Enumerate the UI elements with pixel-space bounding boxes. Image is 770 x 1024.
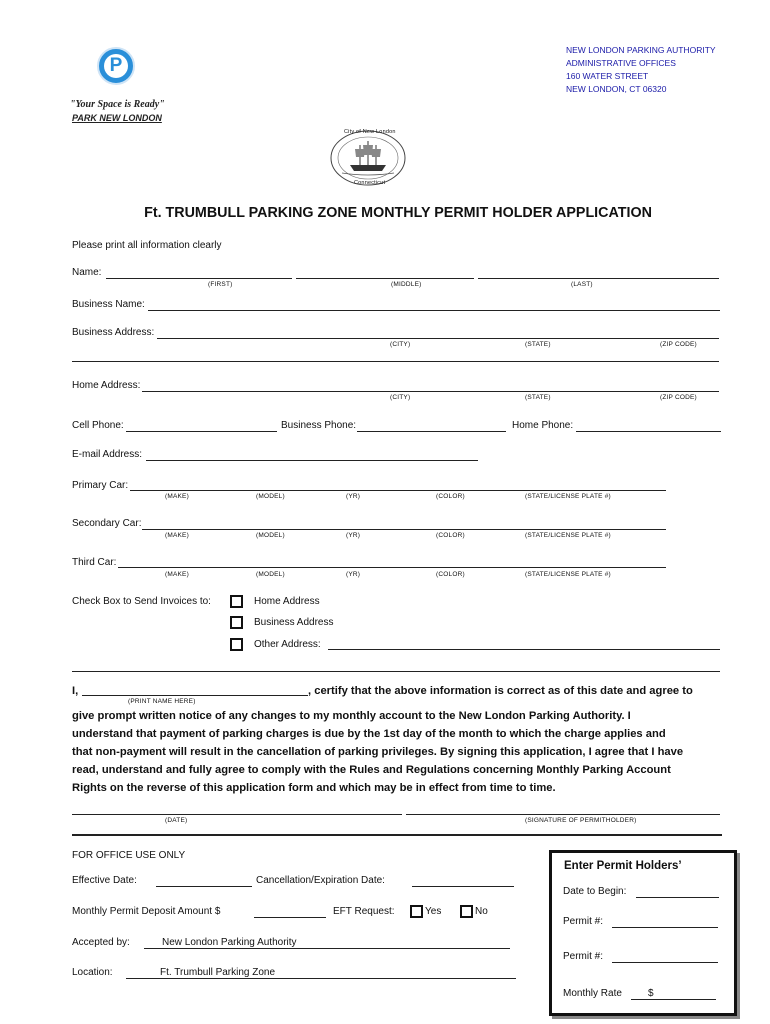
location-label: Location: [72, 967, 113, 978]
cancellation-date-field[interactable] [412, 886, 514, 887]
logo-letter: P [104, 54, 128, 78]
state-caption: (STATE) [525, 341, 551, 348]
email-field[interactable] [146, 460, 478, 461]
name-label: Name: [72, 267, 102, 278]
address-line: 160 WATER STREET [566, 71, 649, 81]
instruction-text: Please print all information clearly [72, 240, 222, 251]
permit-box-title: Enter Permit Holders’ [564, 860, 682, 872]
zip-caption: (ZIP CODE) [660, 394, 697, 401]
permit2-field[interactable] [612, 962, 718, 963]
monthly-rate-label: Monthly Rate [563, 988, 622, 999]
permit1-field[interactable] [612, 927, 718, 928]
effective-date-field[interactable] [156, 886, 252, 887]
address-line: ADMINISTRATIVE OFFICES [566, 58, 676, 68]
address-line: NEW LONDON PARKING AUTHORITY [566, 45, 716, 55]
home-address-label: Home Address: [72, 380, 141, 391]
certify-paragraph [72, 707, 732, 797]
city-caption: (CITY) [390, 394, 411, 401]
print-name-caption: (PRINT NAME HERE) [128, 698, 196, 705]
email-label: E-mail Address: [72, 449, 143, 460]
certify-first-line: , certify that the above information is correct as of this date and agree to [308, 685, 693, 697]
cell-phone-label: Cell Phone: [72, 420, 124, 431]
eft-yes-checkbox[interactable] [410, 905, 423, 918]
first-caption: (FIRST) [208, 281, 233, 288]
primary-car-label: Primary Car: [72, 480, 129, 491]
eft-label: EFT Request: [333, 906, 395, 917]
page-title: Ft. TRUMBULL PARKING ZONE MONTHLY PERMIT HOLDER APPLICATION [144, 205, 652, 221]
name-first-field[interactable] [106, 278, 292, 279]
city-seal [328, 127, 408, 189]
business-name-label: Business Name: [72, 299, 145, 310]
deposit-label: Monthly Permit Deposit Amount $ [72, 906, 221, 917]
secondary-car-label: Secondary Car: [72, 518, 142, 529]
home-address-option: Home Address [254, 596, 320, 607]
permit-holders-box [549, 850, 737, 1016]
authority-address [566, 44, 716, 96]
monthly-rate-field[interactable] [631, 999, 716, 1000]
date-field[interactable] [72, 814, 402, 815]
model-caption: (MODEL) [256, 532, 285, 539]
other-address-option: Other Address: [254, 639, 321, 650]
primary-car-field[interactable] [130, 490, 666, 491]
location-value: Ft. Trumbull Parking Zone [160, 967, 276, 978]
city-caption: (CITY) [390, 341, 411, 348]
last-caption: (LAST) [571, 281, 593, 288]
model-caption: (MODEL) [256, 571, 285, 578]
brand-name: PARK NEW LONDON [72, 113, 162, 123]
print-name-field[interactable] [82, 695, 308, 696]
business-address-field[interactable] [157, 338, 719, 339]
other-address-checkbox[interactable] [230, 638, 243, 651]
signature-caption: (SIGNATURE OF PERMITHOLDER) [525, 817, 637, 824]
make-caption: (MAKE) [165, 493, 189, 500]
signature-field[interactable] [406, 814, 720, 815]
section-divider [72, 834, 722, 836]
office-heading: FOR OFFICE USE ONLY [72, 850, 186, 861]
deposit-field[interactable] [254, 917, 326, 918]
certify-line: Rights on the reverse of this application form and which may be in effect from time to time. [72, 782, 556, 794]
certify-line: read, understand and fully agree to comply with the Rules and Regulations concerning Monthly Parking Account [72, 764, 671, 776]
certify-line: understand that payment of parking charges is due by the 1st day of the month to which the charge applies and [72, 728, 666, 740]
parking-logo-icon [97, 47, 135, 85]
make-caption: (MAKE) [165, 571, 189, 578]
business-phone-field[interactable] [357, 431, 506, 432]
plate-caption: (STATE/LICENSE PLATE #) [525, 532, 611, 539]
permit2-label: Permit #: [563, 951, 604, 962]
permit1-label: Permit #: [563, 916, 604, 927]
third-car-label: Third Car: [72, 557, 117, 568]
name-last-field[interactable] [478, 278, 719, 279]
eft-yes-label: Yes [425, 906, 442, 917]
color-caption: (COLOR) [436, 532, 465, 539]
cancellation-date-label: Cancellation/Expiration Date: [256, 875, 385, 886]
home-address-checkbox[interactable] [230, 595, 243, 608]
accepted-by-field[interactable] [144, 948, 510, 949]
home-phone-label: Home Phone: [512, 420, 574, 431]
slogan: "Your Space is Ready" [70, 99, 165, 110]
date-caption: (DATE) [165, 817, 188, 824]
other-address-field[interactable] [328, 649, 720, 650]
certify-line: that non-payment will result in the cancellation of parking privileges. By signing this application, I agree that I have [72, 746, 684, 758]
certify-line: give prompt written notice of any changes to my monthly account to the New London Parking Authority. I [72, 710, 631, 722]
third-car-field[interactable] [118, 567, 666, 568]
business-address-label: Business Address: [72, 327, 155, 338]
yr-caption: (YR) [346, 571, 361, 578]
dollar-sign: $ [648, 988, 654, 999]
color-caption: (COLOR) [436, 493, 465, 500]
accepted-by-label: Accepted by: [72, 937, 130, 948]
yr-caption: (YR) [346, 493, 361, 500]
certify-prefix: I, [72, 685, 79, 697]
address-line: NEW LONDON, CT 06320 [566, 84, 667, 94]
secondary-car-field[interactable] [142, 529, 666, 530]
name-middle-field[interactable] [296, 278, 474, 279]
other-address-line2-field[interactable] [72, 671, 720, 672]
business-address-line2-field[interactable] [72, 361, 719, 362]
plate-caption: (STATE/LICENSE PLATE #) [525, 493, 611, 500]
plate-caption: (STATE/LICENSE PLATE #) [525, 571, 611, 578]
home-address-field[interactable] [142, 391, 719, 392]
model-caption: (MODEL) [256, 493, 285, 500]
invoice-label: Check Box to Send Invoices to: [72, 596, 211, 607]
home-phone-field[interactable] [576, 431, 721, 432]
date-to-begin-label: Date to Begin: [563, 886, 627, 897]
state-caption: (STATE) [525, 394, 551, 401]
effective-date-label: Effective Date: [72, 875, 137, 886]
business-address-option: Business Address [254, 617, 334, 628]
business-address-checkbox[interactable] [230, 616, 243, 629]
eft-no-checkbox[interactable] [460, 905, 473, 918]
eft-no-label: No [475, 906, 488, 917]
business-name-field[interactable] [148, 310, 720, 311]
seal-top-text: City of New London [344, 129, 396, 135]
yr-caption: (YR) [346, 532, 361, 539]
seal-bottom-text: Connecticut [354, 180, 386, 186]
zip-caption: (ZIP CODE) [660, 341, 697, 348]
make-caption: (MAKE) [165, 532, 189, 539]
cell-phone-field[interactable] [126, 431, 277, 432]
accepted-by-value: New London Parking Authority [162, 937, 297, 948]
location-field[interactable] [126, 978, 516, 979]
middle-caption: (MIDDLE) [391, 281, 422, 288]
business-phone-label: Business Phone: [281, 420, 357, 431]
color-caption: (COLOR) [436, 571, 465, 578]
date-to-begin-field[interactable] [636, 897, 719, 898]
